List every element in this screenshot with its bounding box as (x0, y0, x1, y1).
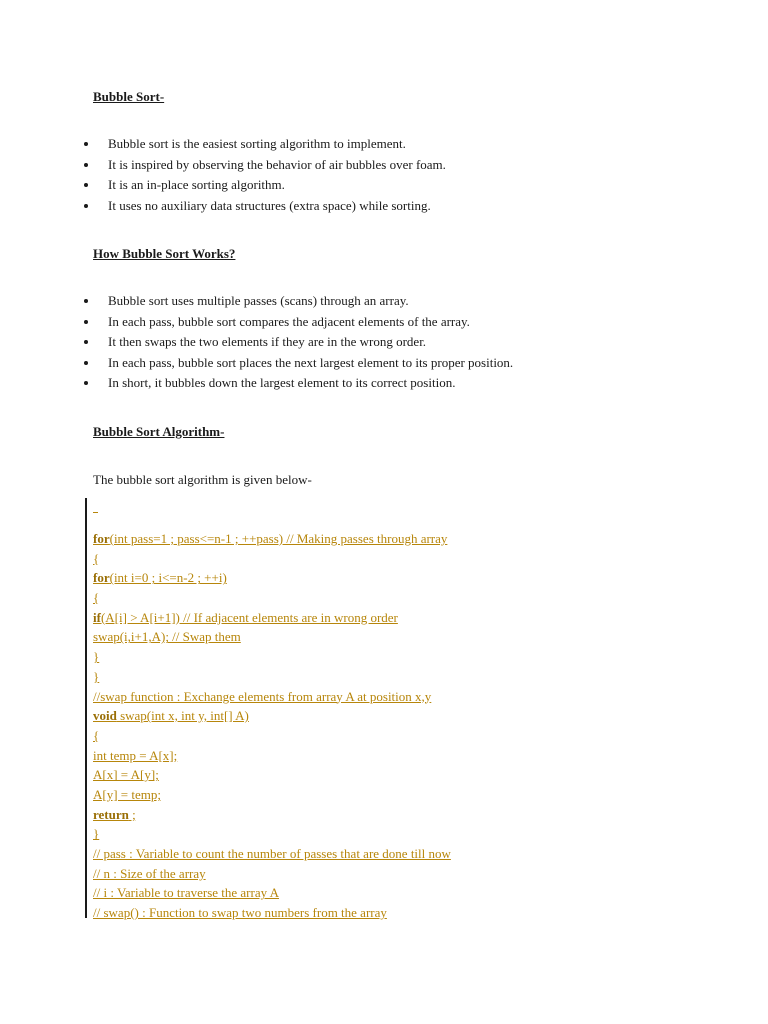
bullet-icon (84, 142, 88, 146)
code-line[interactable]: int temp = A[x]; (93, 747, 178, 763)
bubble-sort-heading: Bubble Sort- (93, 89, 165, 104)
code-line[interactable]: { (93, 590, 100, 606)
algorithm-heading: Bubble Sort Algorithm- (93, 424, 225, 439)
list-item: In short, it bubbles down the largest element to its correct position. (84, 373, 513, 394)
list-item: Bubble sort uses multiple passes (scans) through an array. (84, 291, 513, 312)
code-line[interactable]: for(int i=0 ; i<=n-2 ; ++i) (93, 570, 227, 586)
code-line[interactable]: // swap() : Function to swap two numbers from the array (93, 905, 387, 921)
list-item: It is an in-place sorting algorithm. (84, 175, 446, 196)
list-item: It uses no auxiliary data structures (extra space) while sorting. (84, 196, 446, 217)
how-it-works-heading: How Bubble Sort Works? (93, 246, 236, 261)
code-line[interactable]: for(int pass=1 ; pass<=n-1 ; ++pass) // Making passes through array (93, 531, 448, 546)
bullet-icon (84, 361, 88, 365)
algorithm-intro-text: The bubble sort algorithm is given below- (93, 472, 312, 487)
code-line[interactable]: //swap function : Exchange elements from array A at position x,y (93, 688, 432, 704)
code-line[interactable]: { (93, 550, 100, 566)
code-line[interactable]: // pass : Variable to count the number of passes that are done till now (93, 846, 451, 861)
list-item: It is inspired by observing the behavior of air bubbles over foam. (84, 155, 446, 176)
code-line[interactable]: // i : Variable to traverse the array A (93, 885, 280, 901)
code-line[interactable]: { (93, 727, 100, 743)
bullet-icon (84, 204, 88, 208)
code-line[interactable]: void swap(int x, int y, int[] A) (93, 708, 249, 724)
list-item: Bubble sort is the easiest sorting algorithm to implement. (84, 134, 446, 155)
code-line[interactable]: if(A[i] > A[i+1]) // If adjacent elements are in wrong order (93, 609, 398, 625)
code-line[interactable]: } (93, 668, 100, 684)
code-line[interactable]: // n : Size of the array (93, 865, 206, 881)
bullet-icon (84, 340, 88, 344)
code-block (93, 529, 451, 923)
list-item: In each pass, bubble sort places the next largest element to its proper position. (84, 353, 513, 374)
code-block-border (85, 498, 87, 918)
code-block-marker (93, 498, 98, 513)
code-line[interactable]: } (93, 649, 100, 665)
bullet-icon (84, 183, 88, 187)
bullet-icon (84, 381, 88, 385)
code-line[interactable]: return ; (93, 806, 136, 822)
bullet-icon (84, 299, 88, 303)
how-bullet-list (84, 291, 513, 394)
code-line[interactable]: } (93, 826, 100, 842)
bullet-icon (84, 320, 88, 324)
code-line[interactable]: swap(i,i+1,A); // Swap them (93, 629, 241, 645)
bullet-icon (84, 163, 88, 167)
list-item: In each pass, bubble sort compares the adjacent elements of the array. (84, 312, 513, 333)
code-line[interactable]: A[y] = temp; (93, 786, 161, 802)
intro-bullet-list (84, 134, 446, 216)
list-item: It then swaps the two elements if they are in the wrong order. (84, 332, 513, 353)
code-line[interactable]: A[x] = A[y]; (93, 767, 159, 783)
